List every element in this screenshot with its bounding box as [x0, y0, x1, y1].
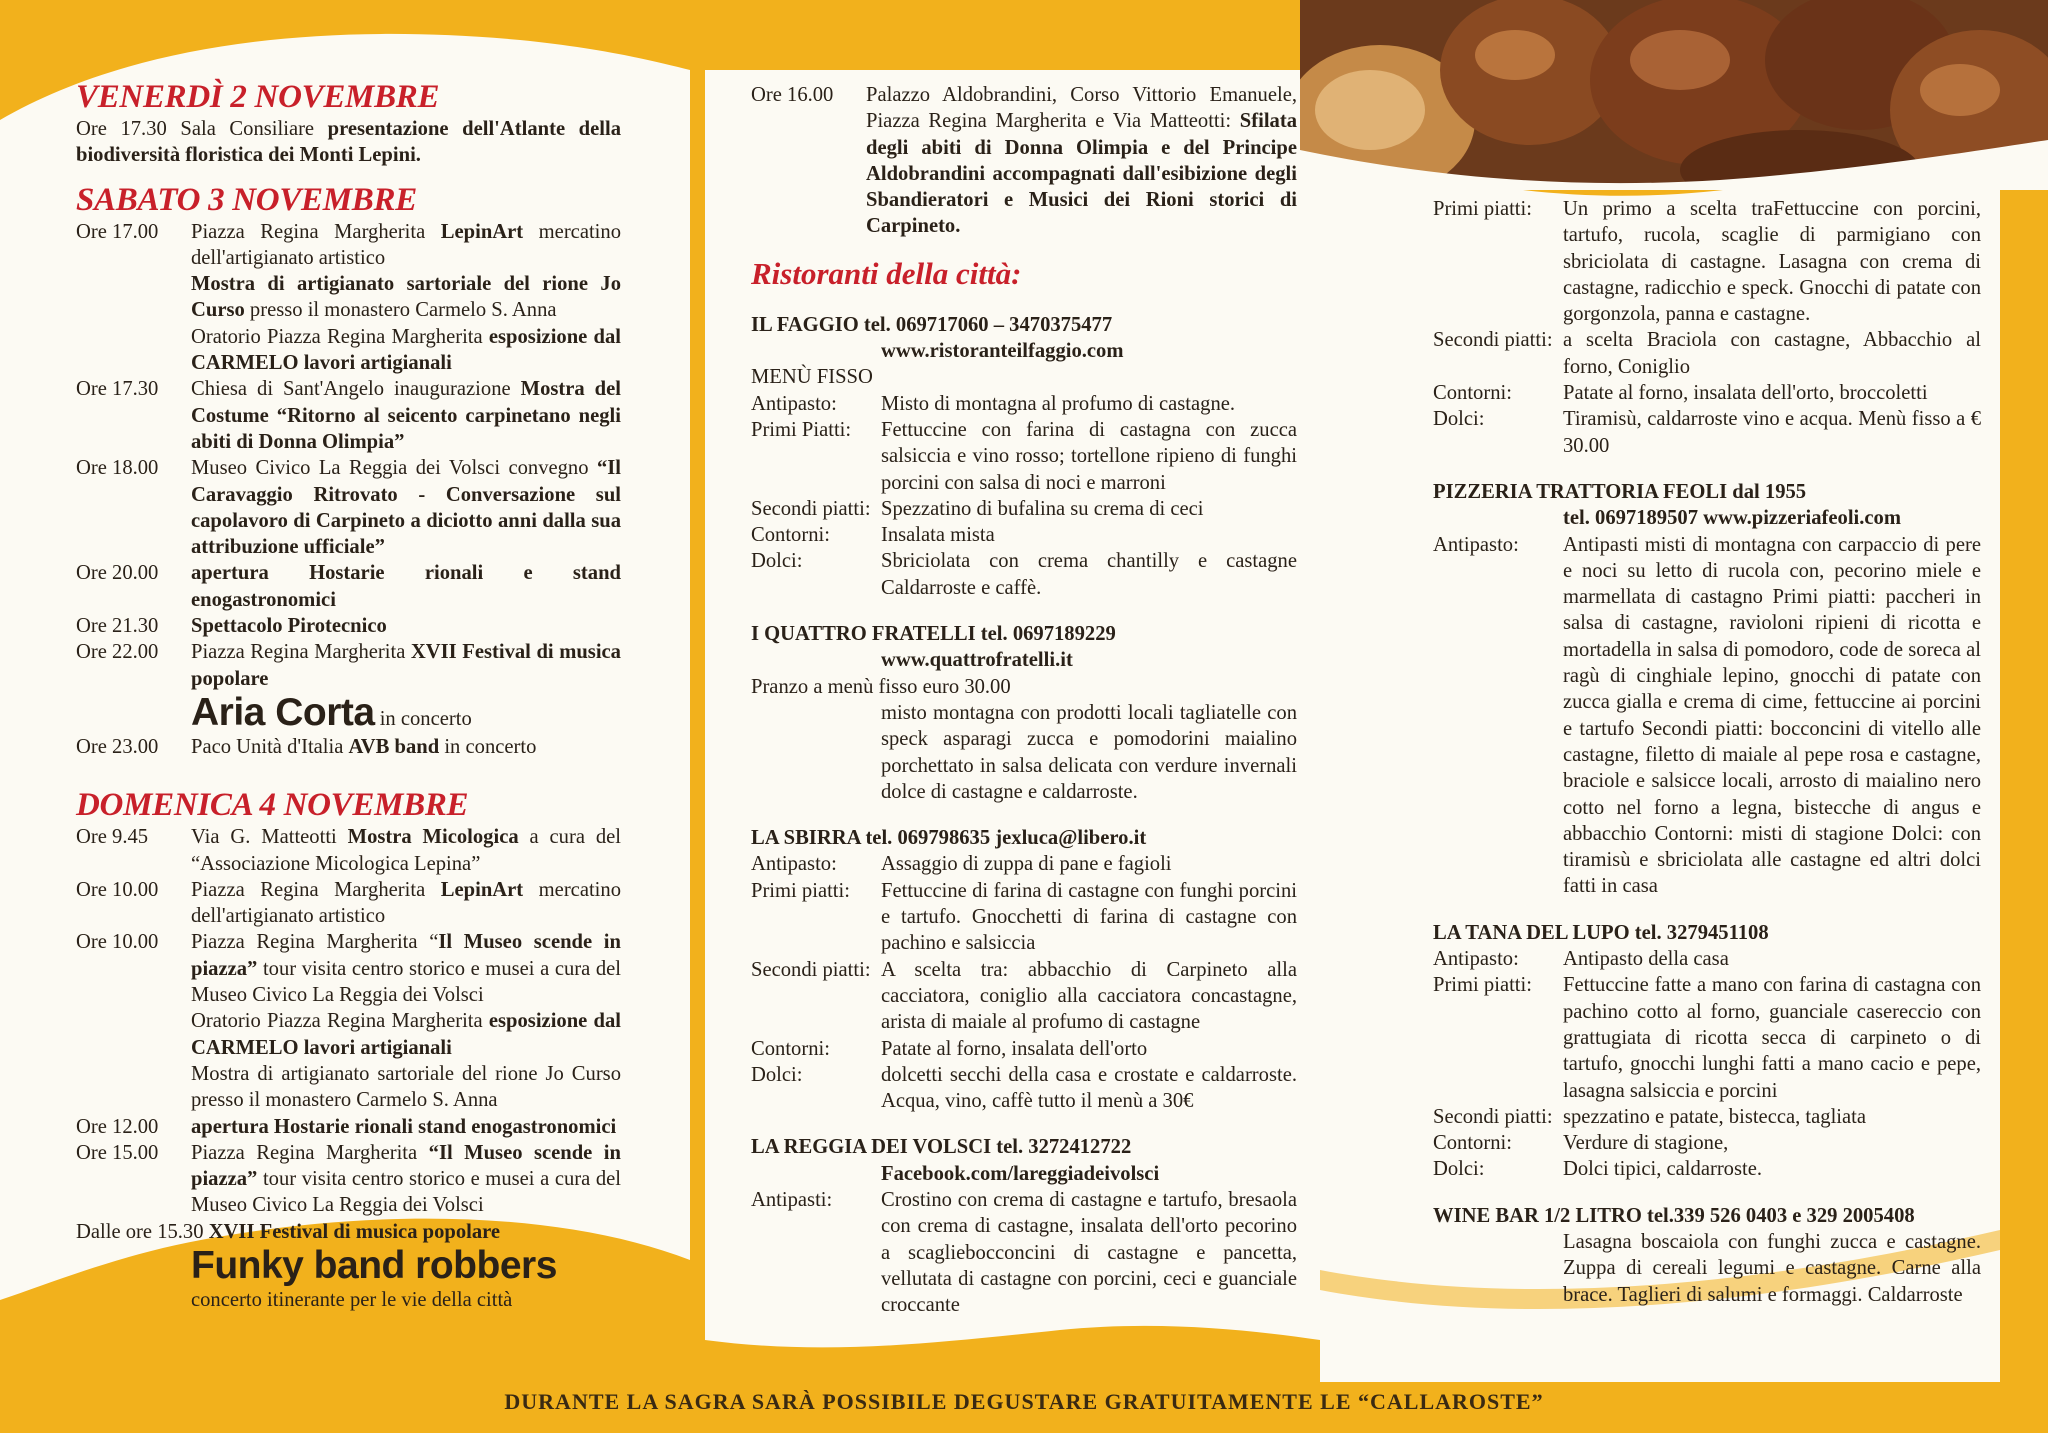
menu-course-label: Secondi piatti:	[1433, 329, 1553, 352]
menu-course-dishes: Fettuccine di farina di castagne con funghi porcini e tartufo. Gnocchetti di farina di castagne con pachino e salsiccia	[881, 879, 1297, 955]
event-time: Ore 12.00	[76, 1115, 159, 1138]
menu-row	[751, 957, 1297, 1036]
menu-course-label: Dolci:	[1433, 1158, 1485, 1181]
event-item: Dalle ore 15.30 XVII Festival di musica popolare	[76, 1220, 501, 1243]
menu-course-label: Antipasto:	[751, 392, 837, 415]
restaurants-heading: Ristoranti della città:	[751, 255, 1022, 291]
band-name-funky: Funky band robbers	[191, 1243, 557, 1287]
menu-course-dishes: Fettuccine fatte a mano con farina di castagna con pachino cotto al forno, guanciale casereccio con grattugiata di ricotta secca di carpineto o di tartufo, gnocchi lunghi fatti a mano cacio e pepe, lasagna salsiccia e porcini	[1563, 974, 1981, 1102]
event-time	[76, 1061, 191, 1114]
menu-text: misto montagna con prodotti locali tagliatelle con speck asparagi zucca e pomodorini maialino porchettato in salsa delicata con verdure invernali dolce di castagne e caldarroste.	[881, 701, 1297, 803]
menu-row	[1433, 946, 1981, 972]
sunday-events	[76, 824, 621, 1218]
event-time: Ore 23.00	[76, 735, 159, 758]
event-item: Ore 18.00 Museo Civico La Reggia dei Volsci convegno “Il Caravaggio Ritrovato - Conversazione sul capolavoro di Carpineto a diciotto anni dalla sua attribuzione ufficiale”	[76, 455, 621, 560]
menu-course-label: Primi piatti:	[1433, 198, 1532, 220]
menu-course-dishes: Patate al forno, insalata dell'orto	[881, 1037, 1148, 1060]
restaurant-website: www.ristoranteilfaggio.com	[881, 340, 1124, 363]
event-time: Ore 17.30	[76, 118, 167, 140]
menu-course-label: Contorni:	[751, 1037, 830, 1060]
event-time: Ore 18.00	[76, 457, 159, 480]
menu-row	[751, 1187, 1297, 1318]
event-item: Oratorio Piazza Regina Margherita esposizione dal CARMELO lavori artigianali	[76, 324, 621, 377]
restaurant-title: I QUATTRO FRATELLI tel. 0697189229	[751, 623, 1116, 646]
menu-course-dishes: Un primo a scelta traFettuccine con porcini, tartufo, rucola, scaglie di parmigiano con sbriciolata di castagne. Lasagna con crema di castagne, radicchio e speck. Gnocchi di patate con gorgonzola, panna e castagne.	[1563, 198, 1981, 326]
restaurant-title: PIZZERIA TRATTORIA FEOLI dal 1955	[1433, 480, 1807, 503]
menu-row	[1433, 380, 1981, 406]
restaurant-title: IL FAGGIO tel. 069717060 – 3470375477	[751, 313, 1113, 336]
left-column	[76, 78, 621, 1313]
menu-course-label: Antipasto:	[1433, 533, 1519, 556]
event-time: Ore 10.00	[76, 878, 159, 901]
menu-course-dishes: Sbriciolata con crema chantilly e castagne Caldarroste e caffè.	[881, 550, 1297, 599]
menu-row	[751, 496, 1297, 522]
event-time: Ore 10.00	[76, 931, 159, 954]
restaurant-feoli	[1433, 479, 1981, 900]
event-time: Ore 17.30	[76, 378, 159, 401]
event-item: Ore 15.00 Piazza Regina Margherita “Il Museo scende in piazza” tour visita centro storico e musei a cura del Museo Civico La Reggia dei Volsci	[76, 1140, 621, 1219]
event-item: Ore 10.00 Piazza Regina Margherita LepinArt mercatino dell'artigianato artistico	[76, 877, 621, 930]
saturday-events	[76, 219, 621, 692]
restaurant-wine-bar	[1433, 1203, 1981, 1308]
event-item: Mostra di artigianato sartoriale del rione Jo Curso presso il monastero Carmelo S. Anna	[76, 271, 621, 324]
event-item: Ore 16.00 Palazzo Aldobrandini, Corso Vittorio Emanuele, Piazza Regina Margherita e Via Matteotti: Sfilata degli abiti di Donna Olimpia e del Principe Aldobrandini accompagnati dall'esibizione degli Sbandieratori e Musici dei Rioni storici di Carpineto.	[751, 82, 1297, 240]
menu-course-dishes: Verdure di stagione,	[1563, 1132, 1729, 1155]
restaurant-title: LA REGGIA DEI VOLSCI tel. 3272412722	[751, 1136, 1132, 1159]
menu-course-dishes: Misto di montagna al profumo di castagne.	[881, 392, 1236, 415]
menu-course-label: Primi piatti:	[1433, 974, 1532, 997]
middle-column	[751, 82, 1297, 1318]
menu-row	[751, 851, 1297, 877]
menu-course-label: Dolci:	[1433, 408, 1485, 431]
menu-row	[751, 1062, 1297, 1115]
event-item: Ore 21.30 Spettacolo Pirotecnico	[76, 613, 621, 639]
event-time	[76, 324, 191, 377]
event-item: Mostra di artigianato sartoriale del rione Jo Curso presso il monastero Carmelo S. Anna	[76, 1061, 621, 1114]
menu-course-dishes: Antipasti misti di montagna con carpaccio di pere e noci su letto di rucola con, pecorino miele e marmellata di castagno Primi piatti: paccheri in salsa di castagne, ravioloni ripieni di ricotta e mortadella in salsa di pomodoro, code de soreca al ragù di cinghiale lepino, gnocchi di patate con zucca gialla e crema di cime, fettuccine ai porcini e tartufo Secondi piatti: bocconcini di vitello alle castagne, filetto di maiale al pepe rosa e castagne, braciole e salsicce locali, arrosto di maialino nero cotto nel forno a legna, bistecche di angus e abbacchio Contorni: misti di stagione Dolci: con tiramisù e sbriciolata alle castagne ed altri dolci fatti in casa	[1563, 533, 1981, 898]
event-time: Ore 21.30	[76, 615, 159, 638]
footer-banner: DURANTE LA SAGRA SARÀ POSSIBILE DEGUSTARE GRATUITAMENTE LE “CALLAROSTE”	[504, 1389, 1544, 1414]
menu-course-label: Primi Piatti:	[751, 418, 852, 441]
menu-note: Pranzo a menù fisso euro 30.00	[751, 675, 1011, 698]
menu-row	[1433, 532, 1981, 900]
event-time: Ore 16.00	[751, 84, 834, 106]
restaurant-tana-del-lupo	[1433, 920, 1981, 1183]
restaurant-website: www.quattrofratelli.it	[881, 649, 1073, 672]
event-time: Ore 22.00	[76, 641, 159, 664]
menu-course-label: Contorni:	[1433, 382, 1512, 405]
menu-course-dishes: Assaggio di zuppa di pane e fagioli	[881, 853, 1172, 876]
menu-text: Lasagna boscaiola con funghi zucca e castagne. Zuppa di cereali legumi e castagne. Carne alla brace. Taglieri di salumi e formaggi. Caldarroste	[1563, 1230, 1981, 1306]
event-time: Ore 15.00	[76, 1141, 159, 1164]
menu-row	[1433, 406, 1981, 459]
menu-row	[751, 548, 1297, 601]
restaurant-quattro-fratelli	[751, 621, 1297, 805]
menu-note: MENÙ FISSO	[751, 366, 873, 389]
event-item: Oratorio Piazza Regina Margherita esposizione dal CARMELO lavori artigianali	[76, 1008, 621, 1061]
menu-course-dishes: a scelta Braciola con castagne, Abbacchio al forno, Coniglio	[1563, 329, 1981, 378]
menu-row	[1433, 972, 1981, 1103]
menu-row	[1433, 1156, 1981, 1182]
event-time	[76, 1008, 191, 1061]
menu-row	[1433, 196, 1981, 327]
menu-row	[1433, 1104, 1981, 1130]
menu-course-dishes: Spezzatino di bufalina su crema di ceci	[881, 497, 1204, 520]
menu-row	[751, 878, 1297, 957]
menu-row	[751, 522, 1297, 548]
menu-course-label: Antipasto:	[1433, 948, 1519, 971]
event-time	[76, 271, 191, 324]
menu-course-dishes: Dolci tipici, caldarroste.	[1563, 1158, 1762, 1181]
event-item: Ore 23.00 Paco Unità d'Italia AVB band in concerto	[76, 734, 621, 760]
menu-row	[751, 391, 1297, 417]
restaurant-reggia-volsci	[751, 1134, 1297, 1318]
event-item: Ore 20.00 apertura Hostarie rionali e stand enogastronomici	[76, 560, 621, 613]
day-title-friday: VENERDÌ 2 NOVEMBRE	[76, 79, 440, 115]
menu-row	[751, 417, 1297, 496]
restaurant-il-faggio	[751, 312, 1297, 601]
restaurant-title: LA TANA DEL LUPO tel. 3279451108	[1433, 921, 1769, 944]
day-title-saturday: SABATO 3 NOVEMBRE	[76, 181, 417, 218]
menu-course-label: Secondi piatti:	[1433, 1105, 1553, 1128]
menu-course-label: Contorni:	[1433, 1132, 1512, 1155]
menu-course-label: Secondi piatti:	[751, 958, 871, 981]
event-time: Ore 17.00	[76, 220, 159, 243]
event-item: Ore 17.00 Piazza Regina Margherita LepinArt mercatino dell'artigianato artistico	[76, 219, 621, 272]
event-item: Ore 22.00 Piazza Regina Margherita XVII Festival di musica popolare	[76, 639, 621, 692]
menu-course-dishes: A scelta tra: abbacchio di Carpineto alla cacciatora, coniglio alla cacciatora concastagne, arista di maiale al profumo di castagne	[881, 958, 1297, 1034]
menu-course-label: Contorni:	[751, 524, 830, 547]
menu-course-label: Dolci:	[751, 1063, 803, 1086]
day-title-sunday: DOMENICA 4 NOVEMBRE	[76, 787, 469, 824]
restaurant-title: WINE BAR 1/2 LITRO tel.339 526 0403 e 329 2005408	[1433, 1204, 1915, 1227]
restaurant-contact: tel. 0697189507 www.pizzeriafeoli.com	[1563, 507, 1901, 530]
menu-course-label: Dolci:	[751, 550, 803, 573]
menu-row	[751, 1036, 1297, 1062]
restaurant-website: Facebook.com/lareggiadeivolsci	[881, 1162, 1160, 1185]
chestnut-photo	[1300, 0, 2048, 190]
right-column	[1433, 196, 1981, 1308]
restaurant-title: LA SBIRRA tel. 069798635 jexluca@libero.it	[751, 827, 1147, 850]
band-name-aria-corta: Aria Corta	[191, 690, 375, 734]
menu-row	[1433, 1130, 1981, 1156]
restaurant-la-sbirra	[751, 825, 1297, 1114]
event-item: Ore 17.30 Chiesa di Sant'Angelo inaugurazione Mostra del Costume “Ritorno al seicento carpinetano negli abiti di Donna Olimpia”	[76, 376, 621, 455]
menu-course-dishes: spezzatino e patate, bistecca, tagliata	[1563, 1105, 1867, 1128]
menu-course-label: Antipasti:	[751, 1188, 833, 1211]
menu-course-dishes: Fettuccine con farina di castagna con zucca salsiccia e vino rosso; tortellone ripieno di funghi porcini con salsa di noci e marroni	[881, 418, 1297, 494]
menu-course-dishes: Crostino con crema di castagne e tartufo, bresaola con crema di castagne, insalata dell'orto pecorino a scagliebocconcini di castagne e pancetta, vellutata di castagne con porcini, ceci e guanciale croccante	[881, 1188, 1297, 1317]
event-item: Ore 17.30 Sala Consiliare presentazione dell'Atlante della biodiversità floristica dei Monti Lepini.	[76, 118, 622, 167]
funky-subtitle: concerto itinerante per le vie della città	[191, 1288, 513, 1311]
event-item: Ore 10.00 Piazza Regina Margherita “Il Museo scende in piazza” tour visita centro storico e musei a cura del Museo Civico La Reggia dei Volsci	[76, 929, 621, 1008]
event-time: Ore 9.45	[76, 826, 149, 849]
menu-course-dishes: Insalata mista	[881, 524, 995, 547]
menu-continued	[1433, 196, 1981, 459]
menu-course-label: Antipasto:	[751, 853, 837, 876]
menu-course-dishes: dolcetti secchi della casa e crostate e caldarroste. Acqua, vino, caffè tutto il menù a 30€	[881, 1063, 1297, 1113]
menu-course-dishes: Patate al forno, insalata dell'orto, broccoletti	[1563, 382, 1928, 405]
event-time: Ore 20.00	[76, 562, 159, 585]
menu-course-label: Secondi piatti:	[751, 497, 871, 520]
event-item: Aria Corta in concerto	[191, 690, 472, 734]
menu-row	[1433, 327, 1981, 380]
menu-course-dishes: Antipasto della casa	[1563, 948, 1729, 971]
menu-course-dishes: Tiramisù, caldarroste vino e acqua. Menù fisso a € 30.00	[1563, 408, 1981, 457]
event-item: Ore 12.00 apertura Hostarie rionali stand enogastronomici	[76, 1114, 621, 1140]
event-item: Ore 9.45 Via G. Matteotti Mostra Micologica a cura del “Associazione Micologica Lepina”	[76, 824, 621, 877]
menu-course-label: Primi piatti:	[751, 879, 850, 902]
